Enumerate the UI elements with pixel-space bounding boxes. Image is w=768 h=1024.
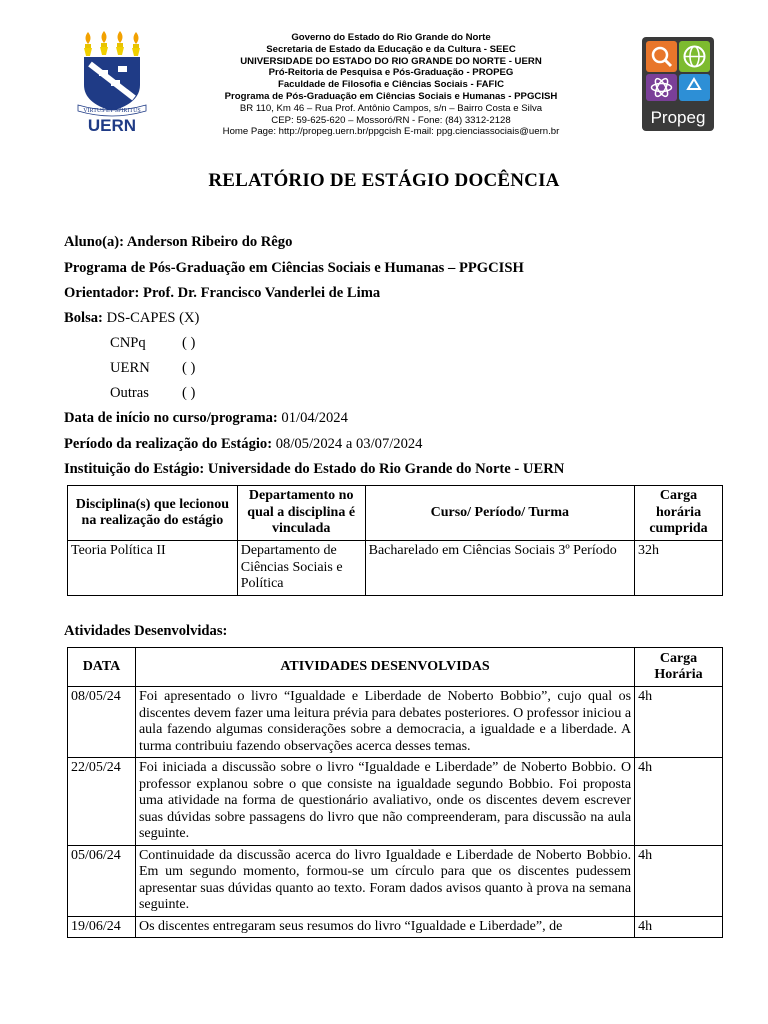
scholarship-value: DS-CAPES (X) bbox=[106, 310, 200, 326]
institution-header bbox=[170, 32, 612, 138]
start-date-value: 01/04/2024 bbox=[281, 410, 348, 426]
option-label: CNPq bbox=[110, 335, 146, 351]
magnifier-icon bbox=[646, 41, 677, 72]
start-date-field bbox=[64, 409, 348, 427]
header-line: Pró-Reitoria de Pesquisa e Pós-Graduação - PROPEG bbox=[268, 67, 514, 79]
column-header: Carga horária cumprida bbox=[635, 486, 723, 541]
advisor-field: Orientador: Prof. Dr. Francisco Vanderlei de Lima bbox=[64, 285, 381, 301]
date-cell: 05/06/24 bbox=[68, 845, 136, 916]
option-checkbox: ( ) bbox=[182, 385, 196, 401]
option-checkbox: ( ) bbox=[182, 360, 196, 376]
activity-cell: Os discentes entregaram seus resumos do livro “Igualdade e Liberdade”, de bbox=[135, 916, 634, 938]
period-field bbox=[64, 435, 422, 453]
date-cell: 08/05/24 bbox=[68, 687, 136, 758]
uern-logo bbox=[74, 30, 150, 134]
date-cell: 22/05/24 bbox=[68, 758, 136, 846]
header-line: UNIVERSIDADE DO ESTADO DO RIO GRANDE DO NORTE - UERN bbox=[240, 55, 542, 67]
institution-field: Instituição do Estágio: Universidade do Estado do Rio Grande do Norte - UERN bbox=[64, 461, 565, 477]
table-row bbox=[68, 687, 723, 758]
torch-icon bbox=[116, 31, 124, 55]
table-cell: Bacharelado em Ciências Sociais 3º Período bbox=[365, 541, 634, 596]
table-cell: Teoria Política II bbox=[68, 541, 238, 596]
logo-propeg-text: Propeg bbox=[650, 108, 706, 127]
column-header: Curso/ Período/ Turma bbox=[365, 486, 634, 541]
scholarship-option bbox=[110, 384, 196, 402]
option-label: UERN bbox=[110, 360, 150, 376]
activities-heading: Atividades Desenvolvidas: bbox=[64, 623, 228, 639]
table-cell: Departamento de Ciências Sociais e Política bbox=[237, 541, 365, 596]
scholarship-label: Bolsa: bbox=[64, 310, 103, 326]
discipline-table bbox=[67, 485, 723, 596]
table-row bbox=[68, 758, 723, 846]
header-line: CEP: 59-625-620 – Mossoró/RN - Fone: (84) 3312-2128 bbox=[271, 114, 511, 126]
document-title: RELATÓRIO DE ESTÁGIO DOCÊNCIA bbox=[208, 170, 560, 191]
table-row bbox=[68, 541, 723, 596]
scholarship-option bbox=[110, 334, 196, 352]
torch-icon bbox=[100, 31, 108, 55]
scholarship-field bbox=[64, 309, 199, 327]
shield-icon bbox=[84, 57, 140, 111]
header-line: Home Page: http://propeg.uern.br/ppgcish E-mail: ppg.cienciassociais@uern.br bbox=[222, 126, 560, 138]
torch-icon bbox=[84, 32, 92, 56]
atom-icon bbox=[646, 74, 677, 101]
activity-cell: Foi iniciada a discussão sobre o livro “Igualdade e Liberdade” de Noberto Bobbio. O professor explanou sobre o que consiste na igualdade segundo Bobbio. Foi proposta uma atividade na forma de questionário avaliativo, onde os discentes devem escrever suas dúvidas sobre passagens do livro que não compreenderam, para discussão na aula seguinte. bbox=[135, 758, 634, 846]
student-field: Aluno(a): Anderson Ribeiro do Rêgo bbox=[64, 234, 293, 250]
header-line: BR 110, Km 46 – Rua Prof. Antônio Campos, s/n – Bairro Costa e Silva bbox=[239, 102, 543, 114]
header-line: Secretaria de Estado da Educação e da Cultura - SEEC bbox=[266, 43, 516, 55]
activity-cell: Foi apresentado o livro “Igualdade e Liberdade de Noberto Bobbio”, cujo qual os discentes devem fazer uma leitura prévia para debates posteriores. O professor iniciou a aula fazendo algumas considerações sobre a democracia, a igualdade e a liberdade. A turma contribuiu fazendo observações acerca desses temas. bbox=[135, 687, 634, 758]
column-header: DATA bbox=[68, 648, 136, 687]
table-row bbox=[68, 916, 723, 938]
column-header: Carga Horária bbox=[635, 648, 723, 687]
logo-uern-text: UERN bbox=[87, 116, 137, 134]
hours-cell: 4h bbox=[635, 758, 723, 846]
hours-cell: 4h bbox=[635, 687, 723, 758]
date-cell: 19/06/24 bbox=[68, 916, 136, 938]
column-header: ATIVIDADES DESENVOLVIDAS bbox=[135, 648, 634, 687]
program-field: Programa de Pós-Graduação em Ciências Sociais e Humanas – PPGCISH bbox=[64, 260, 524, 276]
table-header-row bbox=[68, 648, 723, 687]
header-line: Faculdade de Filosofia e Ciências Sociais - FAFIC bbox=[277, 79, 505, 91]
hours-cell: 4h bbox=[635, 916, 723, 938]
hours-cell: 4h bbox=[635, 845, 723, 916]
scholarship-option bbox=[110, 359, 196, 377]
period-label: Período da realização do Estágio: bbox=[64, 436, 273, 452]
activity-cell: Continuidade da discussão acerca do livro Igualdade e Liberdade de Noberto Bobbio. Em um segundo momento, formou-se um círculo para que os discentes pudessem apresentar suas dúvidas quanto ao texto. Foram dados avisos quanto à prova na semana seguinte. bbox=[135, 845, 634, 916]
propeg-logo bbox=[642, 37, 714, 131]
table-row bbox=[68, 845, 723, 916]
torch-icon bbox=[132, 32, 140, 56]
option-label: Outras bbox=[110, 385, 149, 401]
column-header: Disciplina(s) que lecionou na realização do estágio bbox=[68, 486, 238, 541]
header-line: Governo do Estado do Rio Grande do Norte bbox=[291, 32, 491, 43]
logo-motto: VIRTUS ET SPIRITUS bbox=[83, 108, 141, 114]
table-cell: 32h bbox=[635, 541, 723, 596]
option-checkbox: ( ) bbox=[182, 335, 196, 351]
table-header-row bbox=[68, 486, 723, 541]
header-line: Programa de Pós-Graduação em Ciências Sociais e Humanas - PPGCISH bbox=[224, 90, 558, 102]
period-value: 08/05/2024 a 03/07/2024 bbox=[275, 436, 423, 452]
activities-table bbox=[67, 647, 723, 938]
column-header: Departamento no qual a disciplina é vinculada bbox=[237, 486, 365, 541]
start-date-label: Data de início no curso/programa: bbox=[64, 410, 278, 426]
